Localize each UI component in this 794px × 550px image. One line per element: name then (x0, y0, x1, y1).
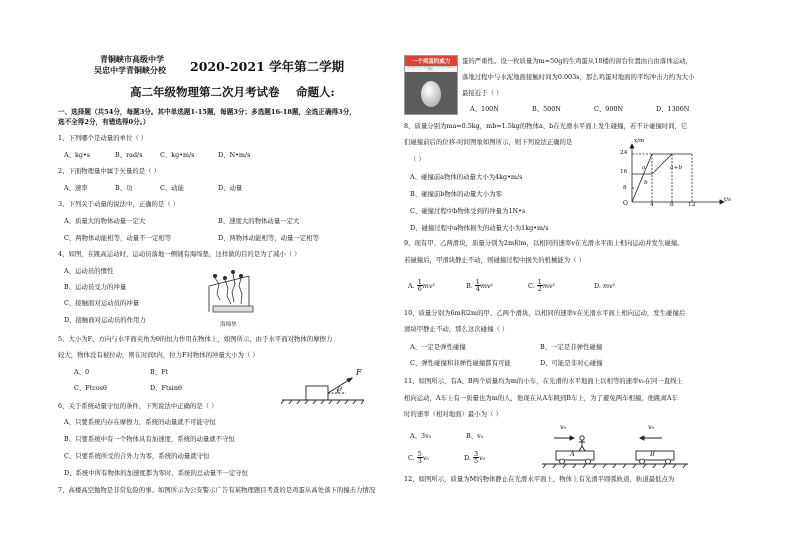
option-a: A、100N (470, 105, 499, 113)
numerator: 1 (417, 278, 422, 286)
option-c: C、kg•m/s (160, 151, 195, 159)
option-a: A、运动员的惯性 (64, 267, 114, 275)
option-b: B、Ft (150, 368, 169, 376)
option-d (464, 451, 485, 465)
author-label: 命题人: (296, 85, 335, 99)
denominator: 4 (475, 285, 480, 294)
graph-line-b-label: b (644, 180, 648, 186)
option-c: C、接触面对运动员的冲量 (64, 299, 140, 307)
expression: mv² (542, 281, 556, 290)
option-a: A、碰撞前a物体的动量大小为4kg•m/s (410, 173, 523, 181)
graph-y-tick-8: 8 (623, 185, 627, 191)
question-line1: 9、现有甲、乙两滑块，质量分别为2m和m，以相同的速率v在光滑水平面上相向运动并发生碰撞。 (404, 239, 684, 247)
option-b: B、一定是非弹性碰撞 (540, 343, 603, 351)
option-a: A、一定是弹性碰撞 (410, 343, 466, 351)
option-a (408, 279, 435, 293)
option-letter: C. (408, 453, 415, 462)
position-time-graph (620, 140, 730, 212)
denominator: 2 (537, 285, 542, 294)
option-a: A、kg•s (64, 151, 91, 159)
numerator: 5 (417, 450, 422, 458)
option-c: C、动能 (160, 184, 185, 192)
numerator: 1 (475, 278, 480, 286)
cart-a-label: A (570, 450, 575, 458)
figure-caption: 海绵垫 (220, 322, 237, 328)
option-c (528, 279, 555, 293)
option-letter: B. (466, 281, 473, 290)
option-c (408, 451, 429, 465)
question-stem: 2、下面物理量中属于矢量的是（ ） (58, 167, 160, 175)
question-12-line1: 12、如图所示，质量为M的物体静止在光滑水平面上，物体上有光滑半圆弧轨道，轨道最低点为 (404, 475, 675, 483)
option-a: A、速率 (64, 184, 88, 192)
egg-poster-image (404, 55, 458, 115)
question-line2: 较大，物体没有被拉动，则在时间t内，拉力F对物体的冲量大小为（ ） (58, 351, 259, 359)
numerator: 3 (473, 450, 479, 458)
option-d: D、系统中所有物体的加速度都为零时，系统的总动量不一定守恒 (64, 469, 249, 477)
section-line2: 选不全得2分，有错选得0分。） (58, 118, 150, 126)
question-7-line1: 7、高楼高空抛物是非常危险的事。如图所示为公安警示广告有某物理题目考查的是鸡蛋从高处落下的撞击力情况 (58, 486, 376, 494)
question-line1: 10、质量分别为6m和2m的甲、乙两个滑块，以相同的速率v在光滑水平面上相向运动，发生碰撞后 (404, 309, 686, 317)
high-jump-figure (205, 268, 257, 320)
option-a: A、0 (74, 368, 90, 376)
expression: v₀ (479, 453, 486, 462)
school-name-line2: 吴忠中学青铜峡分校 (94, 66, 166, 75)
option-b: B、v₀ (466, 432, 484, 440)
cart-b-label: B (650, 450, 655, 458)
graph-y-tick-16: 16 (620, 169, 628, 175)
option-c: C、900N (594, 105, 624, 113)
graph-x-tick-4: 4 (650, 202, 654, 208)
option-d (594, 283, 615, 291)
option-c: C、只要系统所受的合外力为零，系统的动量就守恒 (64, 452, 210, 460)
denominator: 3 (417, 457, 422, 466)
option-d: D、1300N (656, 105, 690, 113)
question-stem: 4、如图，在跳高运动时，运动员落地一侧铺有海绵垫，这样做的目的是为了减小（ ） (58, 250, 301, 258)
poster-subtitle: 高空抛物危险 从高处落下的鸡蛋可能致人伤亡 (407, 65, 455, 71)
graph-origin: O (623, 200, 628, 207)
option-d: D、动量 (218, 184, 243, 192)
question-line3: 时的速率（相对地面）最小为（ ） (404, 410, 502, 418)
graph-line-ab-label: a+b (670, 165, 683, 171)
option-d: D、N•m/s (218, 151, 251, 159)
expression: mv² (480, 281, 494, 290)
expression: mv² (602, 282, 616, 290)
exam-title: 高二年级物理第二次月考试卷 (130, 85, 280, 99)
option-b: B、速度大的物体动量一定大 (218, 217, 300, 225)
option-c: C、Ftcosθ (74, 384, 107, 392)
expression: mv² (422, 281, 436, 290)
denominator: 5 (473, 457, 479, 466)
question-line1: 8、质量分别为ma=0.5kg，mb=1.5kg的物体a、b在光滑水平面上发生碰撞，若不计碰撞时间，它 (404, 122, 688, 130)
section-line1: 一、选择题（共54分，每题3分。其中单选题1-15题，每题3分；多选题16-18题，全选正确得3分， (58, 108, 356, 116)
question-line2: 们碰撞前后的位移-时间图象如图所示，则下列说法正确的是 (404, 138, 573, 146)
graph-x-tick-8: 8 (670, 202, 674, 208)
graph-line-a-label: a (642, 165, 646, 171)
graph-y-label: x/m (634, 138, 645, 144)
question-stem: 1、下列哪个是动量的单位（ ） (58, 134, 148, 142)
option-letter: C. (528, 281, 535, 290)
question-line2: 相向运动，A车上有一质量也为m的人，他现在从A车跳到B车上，为了避免两车相撞，他跳离A车 (404, 394, 678, 402)
numerator: 1 (537, 278, 542, 286)
option-d: D、可能是非对心碰撞 (540, 359, 603, 367)
option-a: A、只要系统内存在摩擦力，系统的动量就不可能守恒 (64, 418, 216, 426)
option-letter: D. (594, 282, 601, 290)
angle-label: θ (338, 385, 342, 393)
option-a: A、质量大的物体动量一定大 (64, 217, 146, 225)
school-name-line1: 青铜峡市高级中学 (100, 55, 164, 64)
force-block-figure (280, 364, 366, 406)
option-letter: A. (408, 281, 415, 290)
option-b: B、功 (115, 184, 133, 192)
school-year: 2020-2021 学年第二学期 (190, 59, 345, 74)
graph-x-tick-12: 12 (688, 202, 696, 208)
option-d: D、Ftsinθ (150, 384, 182, 392)
option-c: C、碰撞过程中b物体受到的冲量为1N•s (410, 207, 526, 215)
option-b: B、只要系统中有一个物体具有加速度，系统的动量就不守恒 (64, 435, 235, 443)
option-letter: D. (464, 453, 471, 462)
question-line2: 滑块甲静止不动，那么这次碰撞（ ） (404, 325, 509, 333)
option-b (466, 279, 493, 293)
poster-title: 一个鸡蛋的威力 (405, 56, 457, 66)
option-b: B、运动员受力的冲量 (64, 283, 127, 291)
graph-y-tick-24: 24 (620, 150, 628, 156)
option-d: D、碰撞过程中a物体损失的动量大小为1kg•m/s (410, 224, 549, 232)
question-line-right2: 落地过程中与水泥地面接触时间为0.003s，那么鸡蛋对地面的平均冲击力约为大小 (462, 73, 695, 81)
question-line-right1: 蛋的严重性。设一枚质量为m=50g的生鸡蛋从18楼的窗台位置由自由落体运动， (462, 57, 692, 65)
option-c: C、弹性碰撞和非弹性碰撞都有可能 (410, 359, 511, 367)
question-line-right3: 最接近于（ ） (462, 89, 503, 97)
option-b: B、rad/s (115, 151, 143, 159)
question-stem: 3、下列关于动量的说法中，正确的是（ ） (58, 200, 180, 208)
expression: v₀ (422, 453, 430, 462)
option-a: A、3v₀ (410, 432, 432, 440)
question-line1: 11、如图所示，有A、B两个质量均为m的小车，在光滑的水平地面上以相等的速率v₀在同一直线上 (404, 377, 683, 385)
question-stem: 6、关于系统动量守恒的条件，下列说法中正确的是（ ） (58, 402, 218, 410)
answer-paren: （ ） (410, 155, 425, 163)
egg-icon (405, 72, 457, 114)
question-line2: 若碰撞后，甲滑块静止不动，则碰撞过程中损失的机械能为（ ） (404, 256, 585, 264)
question-line1: 5、大小为F、方向与水平面夹角为θ的恒力作用在物体上，如图所示，由于水平面对物体的摩擦力 (58, 335, 333, 343)
option-d: D、两物体动能相等，动量一定相等 (218, 234, 319, 242)
denominator: 6 (417, 285, 422, 294)
option-b: B、500N (532, 105, 561, 113)
graph-x-label: t/s (724, 197, 731, 203)
option-b: B、碰撞前b物体的动量大小为零 (410, 190, 502, 198)
option-d: D、接触面对运动员的作用力 (64, 316, 146, 324)
velocity-label-a: v₀ (560, 423, 567, 431)
velocity-label-b: v₀ (648, 423, 655, 431)
force-label: F (356, 368, 362, 377)
option-c: C、两物体动能相等，动量不一定相等 (64, 234, 172, 242)
